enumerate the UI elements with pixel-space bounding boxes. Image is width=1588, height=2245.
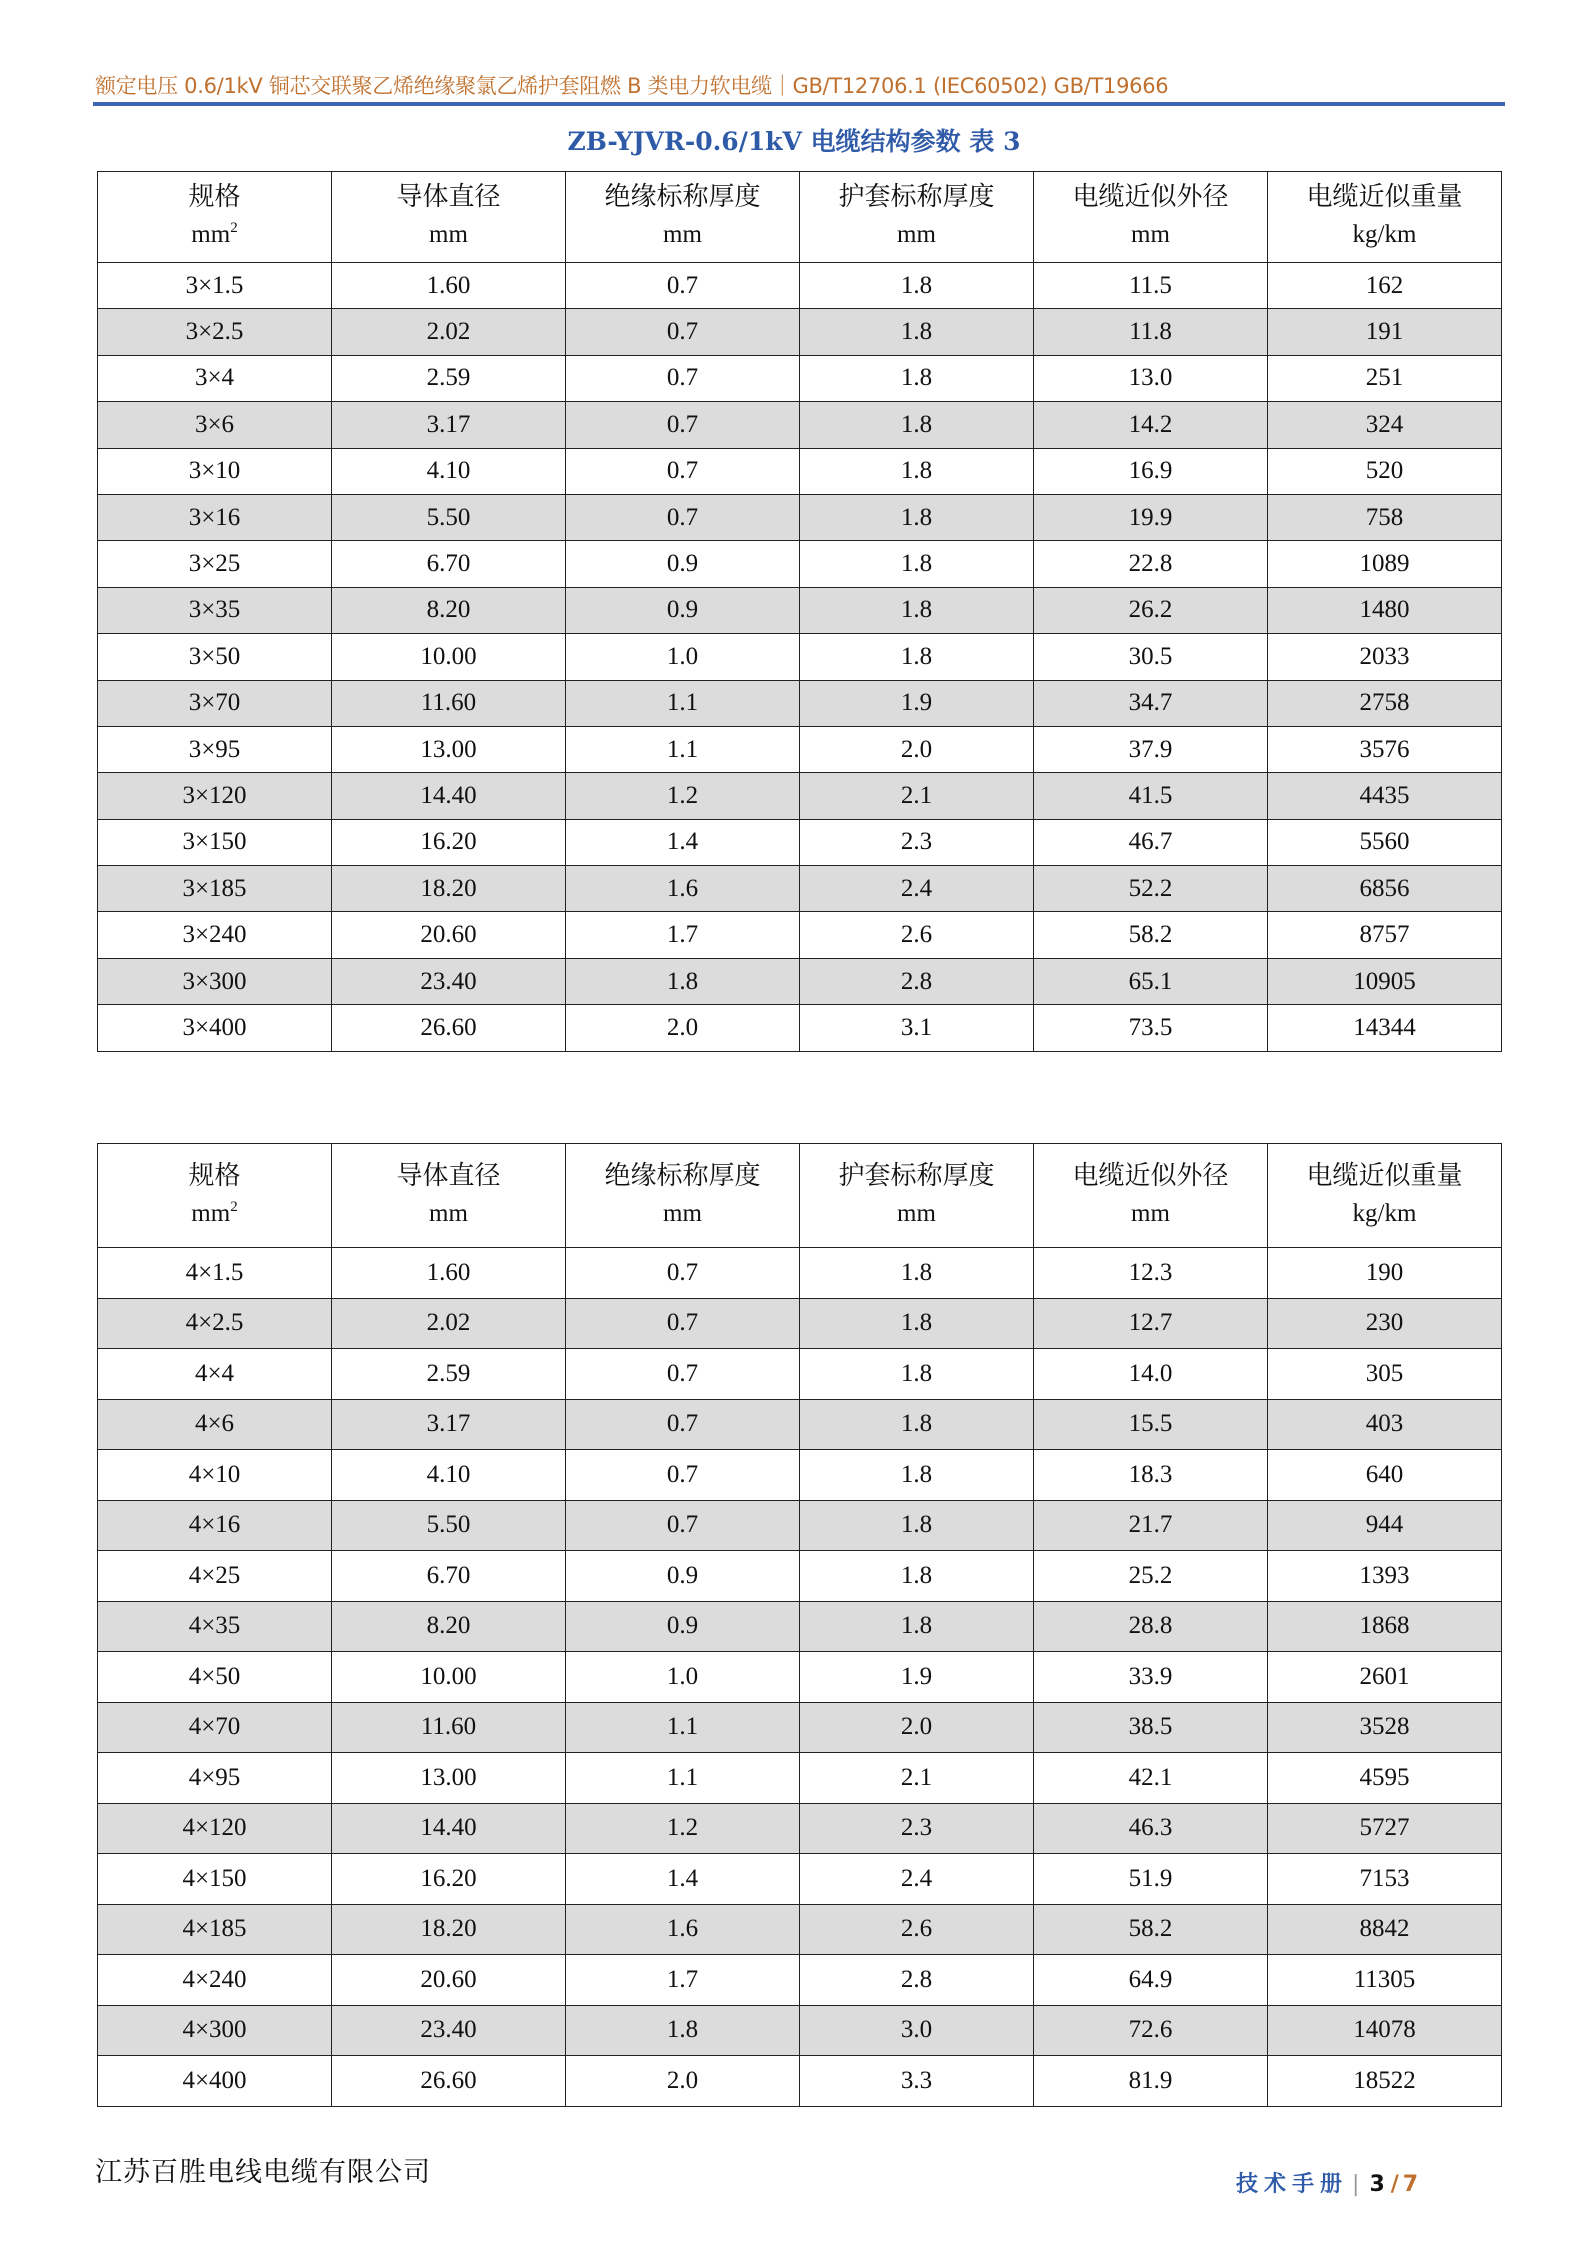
table-cell: 0.9 <box>566 541 800 587</box>
table-cell: 42.1 <box>1034 1753 1268 1804</box>
table-cell: 46.3 <box>1034 1803 1268 1854</box>
table-cell: 26.2 <box>1034 587 1268 633</box>
table-cell: 2.02 <box>332 309 566 355</box>
table-cell: 13.00 <box>332 1753 566 1804</box>
table-title: ZB-YJVR-0.6/1kV 电缆结构参数 表 3 <box>567 127 1021 156</box>
table-cell: 13.0 <box>1034 355 1268 401</box>
column-label: 电缆近似外径 <box>1072 182 1229 212</box>
table-cell: 3×240 <box>98 912 332 958</box>
table-row <box>98 1955 1502 2006</box>
table-cell: 4×10 <box>98 1450 332 1501</box>
table-cell: 2758 <box>1268 680 1502 726</box>
table-cell: 0.7 <box>566 1500 800 1551</box>
table-row <box>98 958 1502 1004</box>
table-cell: 1.6 <box>566 866 800 912</box>
table-row <box>98 263 1502 309</box>
table-cell: 7153 <box>1268 1854 1502 1905</box>
table-row <box>98 1904 1502 1955</box>
table-cell: 2.0 <box>800 1702 1034 1753</box>
table-cell: 14078 <box>1268 2005 1502 2056</box>
table-row <box>98 819 1502 865</box>
table-cell: 640 <box>1268 1450 1502 1501</box>
table-cell: 30.5 <box>1034 634 1268 680</box>
column-label: 护套标称厚度 <box>838 182 995 212</box>
footer-separator: | <box>1352 2172 1360 2197</box>
table-cell: 51.9 <box>1034 1854 1268 1905</box>
table-cell: 4×35 <box>98 1601 332 1652</box>
table-cell: 1.8 <box>800 309 1034 355</box>
table-cell: 3×16 <box>98 494 332 540</box>
table-cell: 2033 <box>1268 634 1502 680</box>
table-cell: 3×95 <box>98 726 332 772</box>
table-cell: 6.70 <box>332 541 566 587</box>
table-row <box>98 448 1502 494</box>
table-cell: 16.9 <box>1034 448 1268 494</box>
table-cell: 6.70 <box>332 1551 566 1602</box>
table-row <box>98 402 1502 448</box>
table-cell: 4.10 <box>332 448 566 494</box>
table-cell: 2.1 <box>800 773 1034 819</box>
table-cell: 3×10 <box>98 448 332 494</box>
table-row <box>98 1005 1502 1051</box>
table-cell: 38.5 <box>1034 1702 1268 1753</box>
table-cell: 3×400 <box>98 1005 332 1051</box>
column-header <box>1268 1144 1502 1248</box>
table-cell: 11.5 <box>1034 263 1268 309</box>
table-cell: 4×240 <box>98 1955 332 2006</box>
table-row <box>98 1753 1502 1804</box>
table-cell: 10.00 <box>332 634 566 680</box>
table-cell: 23.40 <box>332 2005 566 2056</box>
table-cell: 230 <box>1268 1298 1502 1349</box>
table-row <box>98 1601 1502 1652</box>
table-cell: 1.8 <box>800 402 1034 448</box>
table-cell: 2.59 <box>332 1349 566 1400</box>
table-cell: 11.8 <box>1034 309 1268 355</box>
table-cell: 12.7 <box>1034 1298 1268 1349</box>
table-cell: 0.9 <box>566 587 800 633</box>
table-cell: 1.8 <box>800 634 1034 680</box>
table-cell: 0.9 <box>566 1551 800 1602</box>
table-cell: 2.6 <box>800 1904 1034 1955</box>
table-cell: 3×25 <box>98 541 332 587</box>
table-cell: 14.40 <box>332 1803 566 1854</box>
company-name: 江苏百胜电线电缆有限公司 <box>95 2157 431 2188</box>
table-cell: 0.7 <box>566 448 800 494</box>
table-cell: 4×16 <box>98 1500 332 1551</box>
table-cell: 5560 <box>1268 819 1502 865</box>
page-footer <box>1236 2167 1418 2198</box>
table-cell: 19.9 <box>1034 494 1268 540</box>
column-label: 绝缘标称厚度 <box>604 1160 761 1191</box>
table-cell: 0.7 <box>566 355 800 401</box>
table-cell: 1.1 <box>566 726 800 772</box>
table-cell: 4×70 <box>98 1702 332 1753</box>
column-header <box>1034 1144 1268 1248</box>
table-cell: 1.8 <box>800 1500 1034 1551</box>
column-unit: kg/km <box>1352 1199 1417 1227</box>
table-row <box>98 2005 1502 2056</box>
table-cell: 1.8 <box>800 587 1034 633</box>
table-row <box>98 1450 1502 1501</box>
table-cell: 26.60 <box>332 2056 566 2107</box>
header-row <box>98 1144 1502 1248</box>
table-cell: 2.4 <box>800 866 1034 912</box>
page-number: 3 <box>1369 2172 1385 2197</box>
table-cell: 1.8 <box>800 263 1034 309</box>
table-cell: 4×2.5 <box>98 1298 332 1349</box>
table-cell: 18522 <box>1268 2056 1502 2107</box>
table-cell: 64.9 <box>1034 1955 1268 2006</box>
column-header <box>566 172 800 263</box>
table-cell: 37.9 <box>1034 726 1268 772</box>
table-cell: 23.40 <box>332 958 566 1004</box>
table-cell: 18.20 <box>332 1904 566 1955</box>
table-cell: 0.7 <box>566 1450 800 1501</box>
table-cell: 1.1 <box>566 1702 800 1753</box>
table-cell: 20.60 <box>332 912 566 958</box>
column-header <box>332 172 566 263</box>
table-cell: 0.7 <box>566 309 800 355</box>
table-row <box>98 309 1502 355</box>
column-header <box>566 1144 800 1248</box>
table-cell: 4×150 <box>98 1854 332 1905</box>
table-cell: 4×25 <box>98 1551 332 1602</box>
table-row <box>98 1248 1502 1299</box>
table-cell: 1.60 <box>332 263 566 309</box>
table-cell: 65.1 <box>1034 958 1268 1004</box>
table-cell: 1.60 <box>332 1248 566 1299</box>
table-cell: 2.4 <box>800 1854 1034 1905</box>
table-cell: 520 <box>1268 448 1502 494</box>
column-label: 导体直径 <box>396 182 501 212</box>
table-cell: 1.1 <box>566 680 800 726</box>
table-cell: 18.3 <box>1034 1450 1268 1501</box>
table-cell: 3×70 <box>98 680 332 726</box>
table-cell: 1.2 <box>566 773 800 819</box>
table-cell: 10.00 <box>332 1652 566 1703</box>
table-cell: 2601 <box>1268 1652 1502 1703</box>
table-cell: 4×95 <box>98 1753 332 1804</box>
table-cell: 3.17 <box>332 1399 566 1450</box>
table-cell: 81.9 <box>1034 2056 1268 2107</box>
column-label: 规格 <box>188 1160 241 1191</box>
table-cell: 0.9 <box>566 1601 800 1652</box>
table-cell: 1.8 <box>800 494 1034 540</box>
table-header <box>98 172 1502 263</box>
table-cell: 758 <box>1268 494 1502 540</box>
table-cell: 11.60 <box>332 680 566 726</box>
column-label: 护套标称厚度 <box>838 1160 995 1191</box>
table-cell: 1.8 <box>800 1248 1034 1299</box>
column-header <box>800 1144 1034 1248</box>
table-cell: 0.7 <box>566 1349 800 1400</box>
manual-label: 技术手册 <box>1236 2172 1349 2197</box>
table-cell: 26.60 <box>332 1005 566 1051</box>
table-cell: 14.0 <box>1034 1349 1268 1400</box>
table-cell: 3528 <box>1268 1702 1502 1753</box>
table-cell: 3.1 <box>800 1005 1034 1051</box>
table-cell: 2.1 <box>800 1753 1034 1804</box>
column-header <box>800 172 1034 263</box>
column-unit: mm <box>897 1199 936 1227</box>
table-cell: 3×6 <box>98 402 332 448</box>
column-header <box>332 1144 566 1248</box>
table-cell: 4×1.5 <box>98 1248 332 1299</box>
table-row <box>98 1652 1502 1703</box>
table-cell: 20.60 <box>332 1955 566 2006</box>
table-row <box>98 494 1502 540</box>
table-cell: 21.7 <box>1034 1500 1268 1551</box>
table-cell: 1.8 <box>800 1298 1034 1349</box>
table-cell: 1.4 <box>566 1854 800 1905</box>
column-unit: mm <box>429 1199 468 1227</box>
table-cell: 2.59 <box>332 355 566 401</box>
table-cell: 3×185 <box>98 866 332 912</box>
table-row <box>98 1298 1502 1349</box>
table-cell: 1.8 <box>800 1450 1034 1501</box>
table-row <box>98 1702 1502 1753</box>
table-cell: 18.20 <box>332 866 566 912</box>
table-cell: 4×120 <box>98 1803 332 1854</box>
table-cell: 25.2 <box>1034 1551 1268 1602</box>
column-header <box>1268 172 1502 263</box>
unit-superscript: 2 <box>230 1198 238 1215</box>
table-cell: 11.60 <box>332 1702 566 1753</box>
table-cell: 52.2 <box>1034 866 1268 912</box>
table-cell: 73.5 <box>1034 1005 1268 1051</box>
table-row <box>98 912 1502 958</box>
column-label: 电缆近似重量 <box>1306 182 1463 212</box>
table-cell: 0.7 <box>566 402 800 448</box>
document-header: 额定电压 0.6/1kV 铜芯交联聚乙烯绝缘聚氯乙烯护套阻燃 B 类电力软电缆｜GB/T12706.1 (IEC60502) GB/T19666 <box>95 74 1169 98</box>
table-cell: 2.0 <box>566 1005 800 1051</box>
table-row <box>98 2056 1502 2107</box>
table-cell: 1.8 <box>800 1349 1034 1400</box>
table-cell: 1868 <box>1268 1601 1502 1652</box>
table-cell: 1.8 <box>800 1399 1034 1450</box>
table-body <box>98 263 1502 1052</box>
table-cell: 1.7 <box>566 912 800 958</box>
table-cell: 4×50 <box>98 1652 332 1703</box>
table-cell: 4435 <box>1268 773 1502 819</box>
column-label: 电缆近似重量 <box>1306 1160 1463 1191</box>
table-cell: 2.0 <box>566 2056 800 2107</box>
table-row <box>98 587 1502 633</box>
table-cell: 58.2 <box>1034 1904 1268 1955</box>
table-row <box>98 1854 1502 1905</box>
table-cell: 5.50 <box>332 494 566 540</box>
table-cell: 162 <box>1268 263 1502 309</box>
table-cell: 72.6 <box>1034 2005 1268 2056</box>
table-cell: 14.40 <box>332 773 566 819</box>
table-cell: 324 <box>1268 402 1502 448</box>
table-cell: 8.20 <box>332 1601 566 1652</box>
table-cell: 3×1.5 <box>98 263 332 309</box>
table-cell: 2.0 <box>800 726 1034 772</box>
spec-table-4-core <box>97 1143 1502 2107</box>
table-cell: 1.6 <box>566 1904 800 1955</box>
total-pages: 7 <box>1402 2172 1419 2197</box>
column-label: 导体直径 <box>396 1160 501 1191</box>
table-cell: 15.5 <box>1034 1399 1268 1450</box>
table-cell: 1.8 <box>800 448 1034 494</box>
table-cell: 33.9 <box>1034 1652 1268 1703</box>
table-body <box>98 1248 1502 2107</box>
column-label: 规格 <box>188 182 241 212</box>
spec-table-3-core <box>97 171 1502 1052</box>
table-cell: 1.8 <box>800 1601 1034 1652</box>
table-cell: 3×300 <box>98 958 332 1004</box>
table-cell: 4×300 <box>98 2005 332 2056</box>
table-cell: 2.6 <box>800 912 1034 958</box>
table-header <box>98 1144 1502 1248</box>
table-cell: 1.9 <box>800 680 1034 726</box>
table-cell: 4×400 <box>98 2056 332 2107</box>
table-cell: 0.7 <box>566 263 800 309</box>
table-cell: 0.7 <box>566 1298 800 1349</box>
table-row <box>98 541 1502 587</box>
table-cell: 251 <box>1268 355 1502 401</box>
table-row <box>98 726 1502 772</box>
column-label: 电缆近似外径 <box>1072 1160 1229 1191</box>
table-cell: 46.7 <box>1034 819 1268 865</box>
table-row <box>98 680 1502 726</box>
column-unit: mm <box>1131 1199 1170 1227</box>
table-cell: 34.7 <box>1034 680 1268 726</box>
table-cell: 4.10 <box>332 1450 566 1501</box>
table-cell: 4×6 <box>98 1399 332 1450</box>
table-cell: 1.8 <box>800 1551 1034 1602</box>
table-cell: 1.1 <box>566 1753 800 1804</box>
table-cell: 16.20 <box>332 1854 566 1905</box>
table-cell: 14344 <box>1268 1005 1502 1051</box>
table-cell: 8.20 <box>332 587 566 633</box>
table-cell: 403 <box>1268 1399 1502 1450</box>
table-cell: 1.9 <box>800 1652 1034 1703</box>
table-row <box>98 1399 1502 1450</box>
table-cell: 4×4 <box>98 1349 332 1400</box>
table-row <box>98 773 1502 819</box>
table-cell: 1.0 <box>566 1652 800 1703</box>
table-cell: 3×4 <box>98 355 332 401</box>
table-row <box>98 355 1502 401</box>
table-cell: 0.7 <box>566 494 800 540</box>
table-cell: 1.8 <box>800 355 1034 401</box>
table-cell: 3×50 <box>98 634 332 680</box>
page-slash: / <box>1390 2172 1399 2197</box>
table-cell: 3.0 <box>800 2005 1034 2056</box>
column-unit: kg/km <box>1352 221 1417 248</box>
table-cell: 8842 <box>1268 1904 1502 1955</box>
table-cell: 12.3 <box>1034 1248 1268 1299</box>
table-cell: 305 <box>1268 1349 1502 1400</box>
column-unit: mm <box>1131 221 1170 248</box>
column-unit: mm <box>429 221 468 248</box>
table-cell: 1.7 <box>566 1955 800 2006</box>
table-cell: 22.8 <box>1034 541 1268 587</box>
table-cell: 8757 <box>1268 912 1502 958</box>
table-cell: 1.4 <box>566 819 800 865</box>
column-header <box>98 1144 332 1248</box>
table-row <box>98 866 1502 912</box>
table-cell: 13.00 <box>332 726 566 772</box>
table-cell: 5727 <box>1268 1803 1502 1854</box>
table-cell: 2.8 <box>800 958 1034 1004</box>
table-cell: 2.3 <box>800 1803 1034 1854</box>
table-cell: 14.2 <box>1034 402 1268 448</box>
unit-superscript: 2 <box>230 220 238 236</box>
table-row <box>98 1551 1502 1602</box>
column-label: 绝缘标称厚度 <box>604 182 761 212</box>
table-cell: 191 <box>1268 309 1502 355</box>
header-rule <box>93 102 1505 106</box>
table-cell: 3×2.5 <box>98 309 332 355</box>
table-cell: 28.8 <box>1034 1601 1268 1652</box>
column-unit: $mm^2$ <box>191 220 238 248</box>
table-cell: 41.5 <box>1034 773 1268 819</box>
table-row <box>98 1500 1502 1551</box>
table-cell: 1.8 <box>800 541 1034 587</box>
table-cell: 16.20 <box>332 819 566 865</box>
table-cell: 3.3 <box>800 2056 1034 2107</box>
table-cell: 10905 <box>1268 958 1502 1004</box>
column-unit: $mm^2$ <box>191 1198 238 1227</box>
table-cell: 4595 <box>1268 1753 1502 1804</box>
table-cell: 3576 <box>1268 726 1502 772</box>
table-cell: 3×120 <box>98 773 332 819</box>
table-cell: 1.8 <box>566 958 800 1004</box>
table-cell: 0.7 <box>566 1248 800 1299</box>
table-cell: 3.17 <box>332 402 566 448</box>
table-row <box>98 1803 1502 1854</box>
table-cell: 11305 <box>1268 1955 1502 2006</box>
column-unit: mm <box>663 1199 702 1227</box>
column-unit: mm <box>663 221 702 248</box>
table-cell: 1393 <box>1268 1551 1502 1602</box>
table-cell: 3×35 <box>98 587 332 633</box>
table-cell: 1089 <box>1268 541 1502 587</box>
table-cell: 2.3 <box>800 819 1034 865</box>
table-cell: 1.8 <box>566 2005 800 2056</box>
table-cell: 190 <box>1268 1248 1502 1299</box>
table-cell: 58.2 <box>1034 912 1268 958</box>
table-cell: 3×150 <box>98 819 332 865</box>
table-cell: 6856 <box>1268 866 1502 912</box>
table-row <box>98 1349 1502 1400</box>
table-cell: 0.7 <box>566 1399 800 1450</box>
table-row <box>98 634 1502 680</box>
table-cell: 1.2 <box>566 1803 800 1854</box>
column-unit: mm <box>897 221 936 248</box>
table-cell: 1.0 <box>566 634 800 680</box>
table-cell: 2.02 <box>332 1298 566 1349</box>
column-header <box>98 172 332 263</box>
table-cell: 4×185 <box>98 1904 332 1955</box>
header-row <box>98 172 1502 263</box>
table-cell: 1480 <box>1268 587 1502 633</box>
column-header <box>1034 172 1268 263</box>
table-cell: 5.50 <box>332 1500 566 1551</box>
table-cell: 2.8 <box>800 1955 1034 2006</box>
table-cell: 944 <box>1268 1500 1502 1551</box>
